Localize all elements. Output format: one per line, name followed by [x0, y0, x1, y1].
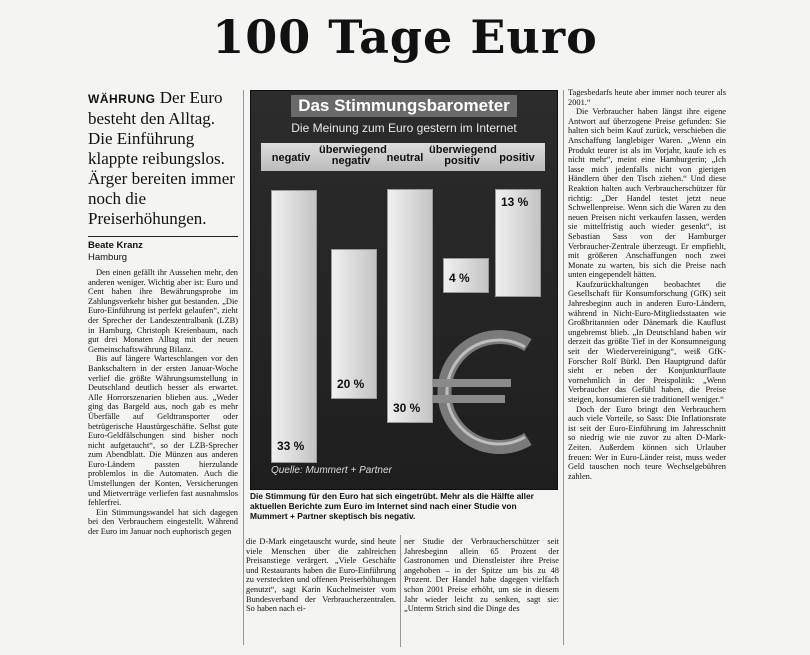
bar-value-label: 13 % [501, 195, 529, 209]
column-divider [243, 90, 244, 645]
chart-caption: Die Stimmung für den Euro hat sich eingetrübt. Mehr als die Hälfte aller aktuellen Berichte zum Euro im Internet sind nach einer Studie von Mummert + Partner skeptisch bis negativ. [250, 491, 534, 521]
bar-value-label: 4 % [449, 271, 470, 285]
bar-value-label: 30 % [393, 401, 421, 415]
paragraph: ner Studie der Verbraucherschützer seit Jahresbeginn allein 65 Prozent der Gastronomen und Dienstleister ihre Preise angehoben – in der Spitze um bis zu 48 Prozent. Der Handel habe dagegen vielfach schon 2001 Preise erhöht, um sie in diesem Jahr wieder leicht zu senken, sagt sie: „Unterm Strich sind die Dinge des [404, 537, 559, 614]
paragraph: Den einen gefällt ihr Aussehen mehr, den anderen weniger. Wichtig aber ist: Euro und Cent haben ihre Bewährungsprobe im Zahlungsverkehr bisher gut bestanden. „Die Euro-Einführung ist perfekt gelaufen“, zieht der Sprecher der Landeszentralbank (LZB) in Hamburg, Christoph Kreienbaum, nach gut drei Monaten Alltag mit der neuen Gemeinschaftswährung Bilanz. [88, 268, 238, 354]
paragraph: Kaufzurückhaltungen beobachtet die Gesellschaft für Konsumforschung (GfK) seit Jahresbeginn auch in anderen Euro-Ländern, während in Nicht-Euro-Mitgliedsstaaten wie Großbritannien oder Dänemark die Kauflust ungebremst blieb. „In Deutschland haben wir derzeit das größte Tief in der Konsumneigung seit der Wiedervereinigung“, weiß GfK-Forscher Rolf Bürkl. Den Hauptgrund dafür sieht er neben der Konjunkturflaute vornehmlich in der Preispolitik: „Wenn Verbraucher das Gefühl haben, die Preise steigen, konsumieren sie traditionell weniger.“ [568, 279, 726, 404]
bar-0 [271, 190, 317, 463]
paragraph: Doch der Euro bringt den Verbrauchern auch viele Vorteile, so Sass: Die Inflationsrate ist seit der Euro-Einführung im Jahresschnitt so niedrig wie nie zuvor zu alten D-Mark-Zeiten. Außerdem können sich Urlauber freuen: Wer in Euro-Länder reist, muss weder Geld tauschen noch teure Wechselgebühren zahlen. [568, 404, 726, 481]
article-column-1 [88, 268, 238, 648]
paragraph: Tagesbedarfs heute aber immer noch teurer als 2001.“ [568, 88, 726, 107]
lead-paragraph [88, 88, 238, 229]
category-label: neutral [386, 152, 424, 164]
lead-text: Der Euro besteht den Alltag. Die Einführung klappte reibungslos. Ärger bereiten immer noch die Preiserhöhungen. [88, 88, 235, 228]
bar-value-label: 33 % [277, 439, 305, 453]
paragraph: Ein Stimmungswandel hat sich dagegen bei den Verbrauchern eingestellt. Während der Euro im Januar noch euphorisch gegen [88, 507, 238, 537]
column-divider [563, 90, 564, 645]
author-name: Beate Kranz [88, 240, 143, 251]
headline: 100 Tage Euro [212, 10, 598, 64]
paragraph: die D-Mark eingetauscht wurde, sind heute viele Menschen über die zahlreichen Preisanstiege verärgert. „Viele Geschäfte und Restaurants haben die Euro-Einführung zu versteckten und offenen Preiserhöhungen genutzt“, sagt Karin Kuchelmeister vom Bundesverband der Verbraucherzentralen. So haben nach ei- [246, 537, 396, 614]
article-column-4 [568, 88, 726, 648]
category-label: überwiegend positiv [429, 144, 497, 167]
chart-subtitle: Die Meinung zum Euro gestern im Internet [291, 121, 517, 135]
byline [88, 236, 238, 264]
chart-source: Quelle: Mummert + Partner [271, 465, 392, 476]
category-label: positiv [499, 152, 535, 164]
paragraph: Bis auf längere Warteschlangen vor den Bankschaltern in der ersten Januar-Woche verlief die größte Währungsumstellung in Deutschland deutlich besser als erwartet. Alle Horrorszenarien blieben aus. „Weder ging das Bargeld aus, noch gab es mehr Überfälle auf Geldtransporter oder betrügerische Haustürgeschäfte. Selbst gute Euro-Geldfälschungen sind bisher noch nicht aufgetaucht“, so der LZB-Sprecher zum Abendblatt. Die Münzen aus anderen Euro-Ländern passten hierzulande problemlos in die Automaten. Auch die Umstellungen der Konten, Versicherungen und Mietverträge verliefen fast ausnahmslos fehlerfrei. [88, 354, 238, 508]
bar-value-label: 20 % [337, 377, 365, 391]
article-column-2 [246, 537, 396, 649]
article-column-3 [404, 537, 559, 649]
euro-symbol-icon [433, 327, 543, 457]
paragraph: Die Verbraucher haben längst ihre eigene Antwort auf überzogene Preise gefunden: Sie halten sich beim Kauf zurück, verschieben die Anschaffung langlebiger Waren. „Wenn ein Produkt teurer ist als im Vorjahr, kaufe ich es nicht mehr“, meint eine Hamburgerin; „Ich lasse mich jedenfalls nicht von gierigen Händlern über den Tisch ziehen.“ Und diese Reaktion halten auch Verbraucherschützer für richtig: „Der Handel testet jetzt neue Schwellenpreise. Wenn sich die Waren zu den neuen Preisen nicht verkaufen lassen, werden sie mittelfristig auch wieder gesenkt“, ist Sebastian Sass von der Hamburger Verbraucher-Zentrale überzeugt. Er empfiehlt, mit größeren Anschaffungen noch zwei Monate zu warten, bis sich die Preise nach unten eingependelt hätten. [568, 107, 726, 280]
bar-2 [387, 189, 433, 423]
column-divider [400, 535, 401, 647]
category-label: überwiegend negativ [319, 144, 387, 167]
chart-title: Das Stimmungsbarometer [291, 95, 517, 117]
mood-barometer-chart [250, 90, 558, 490]
lead-tag: WÄHRUNG [88, 92, 156, 106]
author-place: Hamburg [88, 252, 128, 263]
category-label: negativ [271, 152, 311, 164]
